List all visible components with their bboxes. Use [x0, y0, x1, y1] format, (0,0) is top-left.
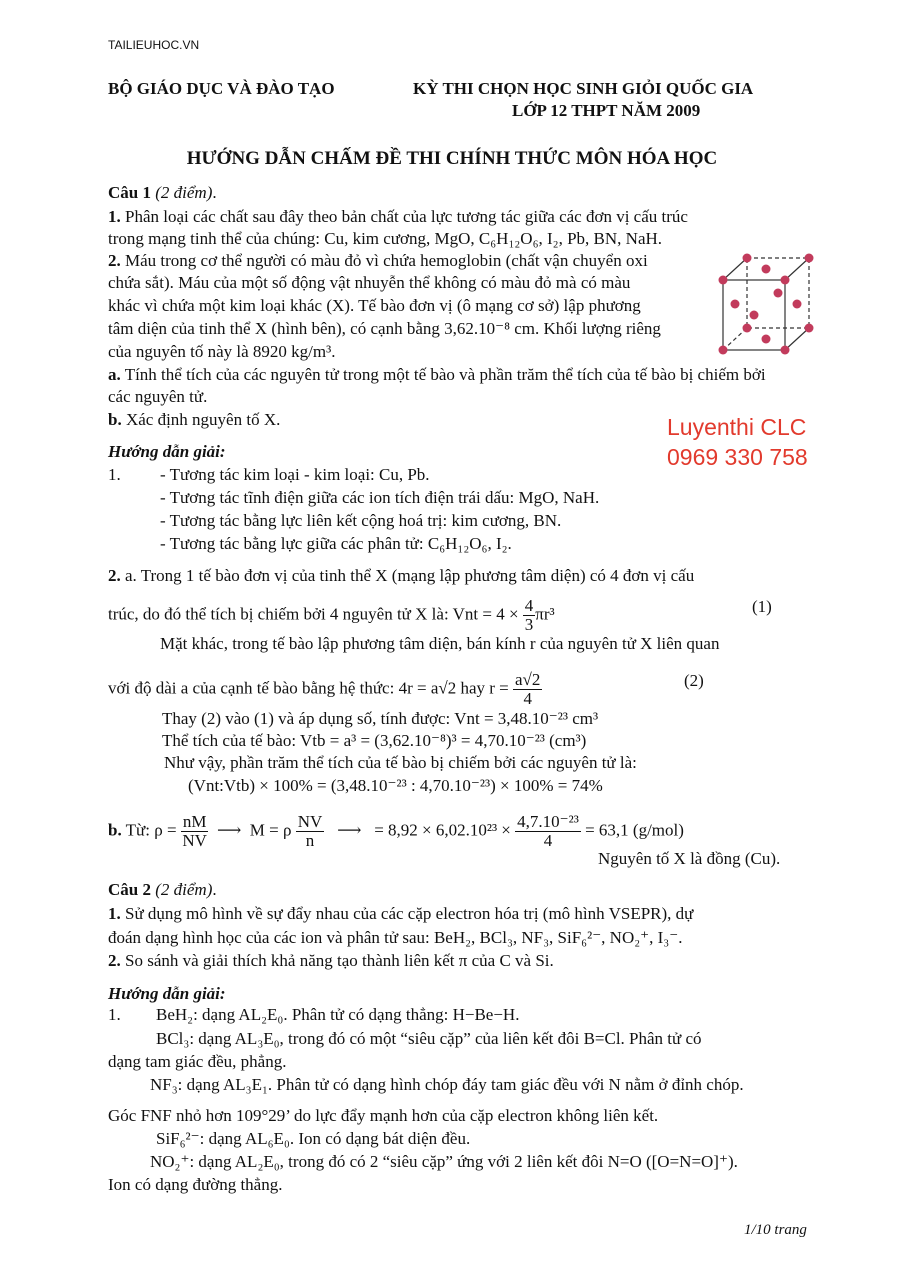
sol1-part-a-line2: trúc, do đó thể tích bị chiếm bởi 4 nguyên tử X là: Vnt = 4 × $\frac{4}{3}$ πr³ [108, 596, 555, 634]
calc-line2: Thể tích của tế bào: Vtb = a³ = (3,62.10⁻⁸)³ = 4,70.10⁻²³ (cm³) [162, 731, 587, 750]
q2-part1-cont: đoán dạng hình học của các ion và phân tử sau: BeH₂, BCl₃, NF₃, SiF₆²⁻, NO₂⁺, I₃⁻. [108, 928, 683, 947]
site-name: TAILIEUHOC.VN [108, 38, 200, 52]
sol1-line3: - Tương tác bằng lực liên kết cộng hoá trị: kim cương, BN. [160, 511, 562, 530]
q1-label: Câu 1 [108, 183, 151, 202]
q2-part2: 2. So sánh và giải thích khả năng tạo thành liên kết π của C và Si. [108, 951, 554, 970]
sol1-part-a-line3: Mặt khác, trong tế bào lập phương tâm diện, bán kính r của nguyên tử X liên quan [160, 634, 720, 653]
page-title: HƯỚNG DẪN CHẤM ĐỀ THI CHÍNH THỨC MÔN HÓA HỌC [186, 148, 718, 169]
solution2-heading: Hướng dẫn giải: [108, 984, 226, 1003]
sol2-line8: Ion có dạng đường thẳng. [108, 1175, 283, 1194]
calc-line4: (Vnt:Vtb) × 100% = (3,48.10⁻²³ : 4,70.10⁻²³) × 100% = 74% [188, 776, 603, 795]
fraction-4-3: $\frac{4}{3}$ [524, 596, 534, 634]
q1-heading: Câu 1 (2 điểm). [108, 183, 217, 202]
promo-phone: 0969 330 758 [667, 444, 808, 470]
sol1-line4: - Tương tác bằng lực giữa các phân tử: C₆H₁₂O₆, I₂. [160, 534, 512, 553]
sol2-line5: Góc FNF nhỏ hơn 109°29’ do lực đẩy mạnh hơn của cặp electron không liên kết. [108, 1106, 659, 1125]
q2-label: Câu 2 [108, 880, 151, 899]
exam-header: KỲ THI CHỌN HỌC SINH GIỎI QUỐC GIA [413, 79, 754, 98]
sol1-line1: - Tương tác kim loại - kim loại: Cu, Pb. [160, 465, 430, 484]
calc-line1: Thay (2) vào (1) và áp dụng số, tính được: Vnt = 3,48.10⁻²³ cm³ [162, 709, 599, 728]
sol2-line3: dạng tam giác đều, phẳng. [108, 1052, 287, 1071]
q1-part-a: a. Tính thể tích của các nguyên tử trong một tế bào và phần trăm thể tích của tế bào bị chiếm bởi [108, 365, 766, 384]
sol1-num: 1. [108, 465, 121, 484]
q1-part1-cont: trong mạng tinh thể của chúng: Cu, kim cương, MgO, C₆H₁₂O₆, I₂, Pb, BN, NaH. [108, 229, 663, 248]
equation-2-label: (2) [684, 671, 704, 690]
sol2-line1: BeH₂: dạng AL₂E₀. Phân tử có dạng thẳng: H−Be−H. [156, 1005, 520, 1024]
calc-line3: Như vậy, phần trăm thể tích của tế bào bị chiếm bởi các nguyên tử là: [164, 753, 637, 772]
q1-points: (2 điểm) [155, 183, 213, 202]
sol1-part-a: 2. a. Trong 1 tế bào đơn vị của tinh thể X (mạng lập phương tâm diện) có 4 đơn vị cấu [108, 566, 695, 585]
equation-1-label: (1) [752, 597, 772, 616]
q1-part2-d: tâm diện của tinh thể X (hình bên), có cạnh bằng 3,62.10⁻⁸ cm. Khối lượng riêng [108, 319, 661, 338]
sol2-line4: NF₃: dạng AL₃E₁. Phân tử có dạng hình chóp đáy tam giác đều với N nằm ở đỉnh chóp. [150, 1075, 744, 1094]
q1-part-a-cont: các nguyên tử. [108, 387, 208, 406]
solution1-heading: Hướng dẫn giải: [108, 442, 226, 461]
sol2-line2: BCl₃: dạng AL₃E₀, trong đó có một “siêu cặp” của liên kết đôi B=Cl. Phân tử có [156, 1029, 702, 1048]
sol1-conclusion: Nguyên tố X là đồng (Cu). [598, 849, 781, 868]
page-number: 1/10 trang [744, 1222, 807, 1238]
q2-part1: 1. Sử dụng mô hình về sự đẩy nhau của các cặp electron hóa trị (mô hình VSEPR), dự [108, 904, 694, 923]
sol2-num: 1. [108, 1005, 121, 1024]
sol1-part-a-line4: với độ dài a của cạnh tế bào bằng hệ thức: 4r = a√2 hay r = $\frac{a√2}{4}$ [108, 670, 541, 708]
q2-points: (2 điểm) [155, 880, 213, 899]
q1-part2-e: của nguyên tố này là 8920 kg/m³. [108, 342, 336, 361]
sol2-line6: SiF₆²⁻: dạng AL₆E₀. Ion có dạng bát diện đều. [156, 1129, 471, 1148]
sol1-part-b: b. Từ: ρ = $\frac{nM}{NV}$ ⟶ M = ρ $\frac{NV}{n}$ ⟶ = 8,92 × 6,02.10²³ × $\frac{\text{4,7.10⁻²³}}{4}$ = 63,1 (g/mol) [108, 812, 684, 850]
fraction-a-sqrt2-4: $\frac{a√2}{4}$ [515, 670, 541, 708]
q1-part2-b: chứa sắt). Máu của một số động vật nhuyễn thể không có màu đỏ mà có màu [108, 273, 631, 292]
ministry-header: BỘ GIÁO DỤC VÀ ĐÀO TẠO [108, 79, 335, 98]
promo-name: Luyenthi CLC [667, 414, 807, 440]
exam-year-header: LỚP 12 THPT NĂM 2009 [512, 101, 701, 120]
q1-part2: 2. Máu trong cơ thể người có màu đỏ vì chứa hemoglobin (chất vận chuyển oxi [108, 251, 648, 270]
q2-heading: Câu 2 (2 điểm). [108, 880, 217, 899]
q1-part2-c: khác vì chứa một kim loại khác (X). Tế bào đơn vị (ô mạng cơ sở) lập phương [108, 296, 641, 315]
fcc-unit-cell-figure [713, 250, 817, 358]
q1-part-b: b. Xác định nguyên tố X. [108, 410, 281, 429]
sol2-line7: NO₂⁺: dạng AL₂E₀, trong đó có 2 “siêu cặp” ứng với 2 liên kết đôi N=O ([O=N=O]⁺). [150, 1152, 738, 1171]
sol1-line2: - Tương tác tĩnh điện giữa các ion tích điện trái dấu: MgO, NaH. [160, 488, 600, 507]
q1-part1: 1. Phân loại các chất sau đây theo bản chất của lực tương tác giữa các đơn vị cấu trúc [108, 207, 688, 226]
